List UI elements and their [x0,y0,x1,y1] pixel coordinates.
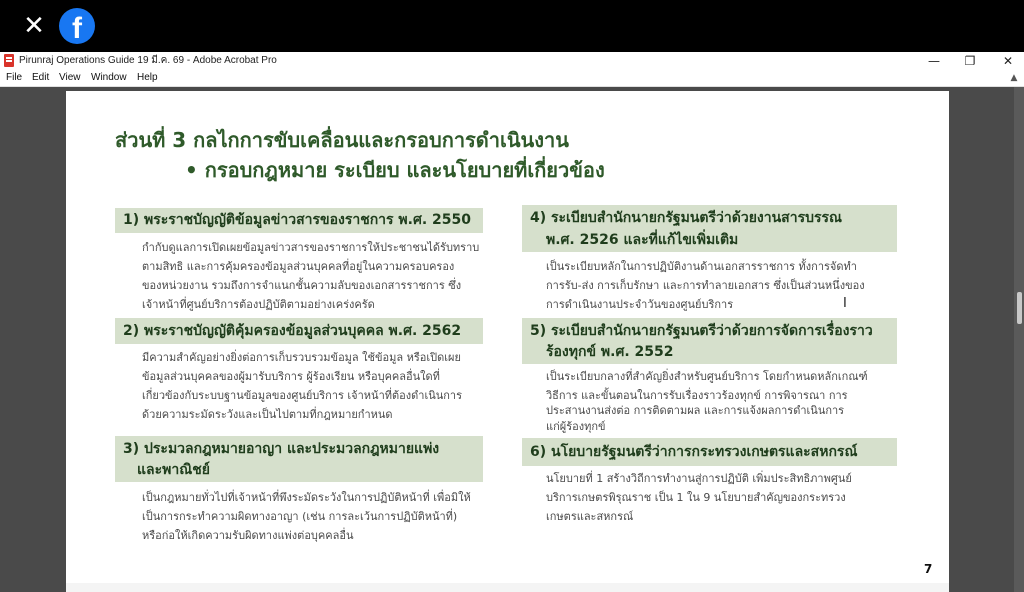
menu-file[interactable]: File [6,72,23,83]
law-title-3-line-1: 3) ประมวลกฎหมายอาญา และประมวลกฎหมายแพ่ง [123,441,440,457]
menu-view[interactable]: View [59,72,81,83]
law-title-4-line-1: 4) ระเบียบสำนักนายกรัฐมนตรีว่าด้วยงานสารบรรณ [530,210,843,226]
menu-help[interactable]: Help [137,72,158,83]
scrollbar-thumb[interactable] [1017,292,1022,324]
law-title-4-line-2: พ.ศ. 2526 และที่แก้ไขเพิ่มเติม [546,232,739,248]
text-cursor-icon: I [843,296,847,311]
scroll-up-icon[interactable]: ▲ [1010,73,1018,83]
law-body-4-line-3: การดำเนินงานประจำวันของศูนย์บริการ [546,298,734,311]
law-title-5-line-2: ร้องทุกข์ พ.ศ. 2552 [546,344,674,360]
page-bottom-edge [66,583,949,592]
law-body-5-line-1: เป็นระเบียบกลางที่สำคัญยิ่งสำหรับศูนย์บริการ โดยกำหนดหลักเกณฑ์ [546,370,868,383]
facebook-icon[interactable]: f [59,8,95,44]
minimize-button[interactable]: — [928,54,940,68]
law-body-1-line-3: ของหน่วยงาน รวมถึงการจำแนกชั้นความลับของเอกสารราชการ ซึ่ง [142,279,462,292]
law-body-5-line-4: แก่ผู้ร้องทุกข์ [546,420,606,433]
law-body-4-line-1: เป็นระเบียบหลักในการปฏิบัติงานด้านเอกสารราชการ ทั้งการจัดทำ [546,260,857,273]
viewer-top-bar [0,0,1024,52]
acrobat-icon [4,54,14,67]
law-body-6-line-3: เกษตรและสหกรณ์ [546,510,634,523]
menu-window[interactable]: Window [91,72,127,83]
law-title-2: 2) พระราชบัญญัติคุ้มครองข้อมูลส่วนบุคคล พ.ศ. 2562 [123,323,462,339]
law-body-4-line-2: การรับ-ส่ง การเก็บรักษา และการทำลายเอกสาร ซึ่งเป็นส่วนหนึ่งของ [546,279,865,292]
law-title-6: 6) นโยบายรัฐมนตรีว่าการกระทรวงเกษตรและสหกรณ์ [530,444,858,460]
section-subheading: • กรอบกฎหมาย ระเบียบ และนโยบายที่เกี่ยวข้อง [185,158,605,182]
law-body-1-line-4: เจ้าหน้าที่ศูนย์บริการต้องปฏิบัติตามอย่างเคร่งครัด [142,298,375,311]
vertical-scrollbar[interactable] [1014,87,1024,592]
law-body-2-line-4: ด้วยความระมัดระวังและเป็นไปตามที่กฎหมายกำหนด [142,408,393,421]
law-body-2-line-3: เกี่ยวข้องกับระบบฐานข้อมูลของศูนย์บริการ เจ้าหน้าที่ต้องดำเนินการ [142,389,462,402]
law-body-3-line-2: เป็นการกระทำความผิดทางอาญา (เช่น การละเว้นการปฏิบัติหน้าที่) [142,510,458,523]
law-title-1: 1) พระราชบัญญัติข้อมูลข่าวสารของราชการ พ.ศ. 2550 [123,212,472,228]
law-body-2-line-2: ข้อมูลส่วนบุคคลของผู้มารับบริการ ผู้ร้องเรียน หรือบุคคลอื่นใดที่ [142,370,440,383]
law-body-6-line-2: บริการเกษตรพิรุณราช เป็น 1 ใน 9 นโยบายสำคัญของกระทรวง [546,491,846,504]
law-body-1-line-1: กำกับดูแลการเปิดเผยข้อมูลข่าวสารของราชการให้ประชาชนได้รับทราบ [142,241,480,254]
restore-button[interactable]: ❐ [964,54,976,68]
law-body-5-line-3: ประสานงานส่งต่อ การติดตามผล และการแจ้งผลการดำเนินการ [546,404,845,417]
law-title-5-line-1: 5) ระเบียบสำนักนายกรัฐมนตรีว่าด้วยการจัดการเรื่องราว [530,323,873,339]
window-title: Pirunraj Operations Guide 19 มี.ค. 69 - Adobe Acrobat Pro [19,55,277,66]
law-body-3-line-1: เป็นกฎหมายทั่วไปที่เจ้าหน้าที่พึงระมัดระวังในการปฏิบัติหน้าที่ เพื่อมิให้ [142,491,471,504]
section-heading: ส่วนที่ 3 กลไกการขับเคลื่อนและกรอบการดำเนินงาน [115,128,569,152]
law-body-5-line-2: วิธีการ และขั้นตอนในการรับเรื่องราวร้องทุกข์ การพิจารณา การ [546,389,848,402]
law-body-6-line-1: นโยบายที่ 1 สร้างวิถีการทำงานสู่การปฏิบัติ เพิ่มประสิทธิภาพศูนย์ [546,472,852,485]
window-close-button[interactable]: ✕ [1002,54,1014,68]
law-title-3-line-2: และพาณิชย์ [137,462,210,478]
law-body-2-line-1: มีความสำคัญอย่างยิ่งต่อการเก็บรวบรวมข้อมูล ใช้ข้อมูล หรือเปิดเผย [142,351,461,364]
page-number: 7 [924,562,933,576]
menu-edit[interactable]: Edit [32,72,50,83]
close-icon[interactable]: ✕ [23,11,45,41]
law-body-1-line-2: ตามสิทธิ และการคุ้มครองข้อมูลส่วนบุคคลที่อยู่ในความครอบครอง [142,260,455,273]
law-body-3-line-3: หรือก่อให้เกิดความรับผิดทางแพ่งต่อบุคคลอื่น [142,529,354,542]
